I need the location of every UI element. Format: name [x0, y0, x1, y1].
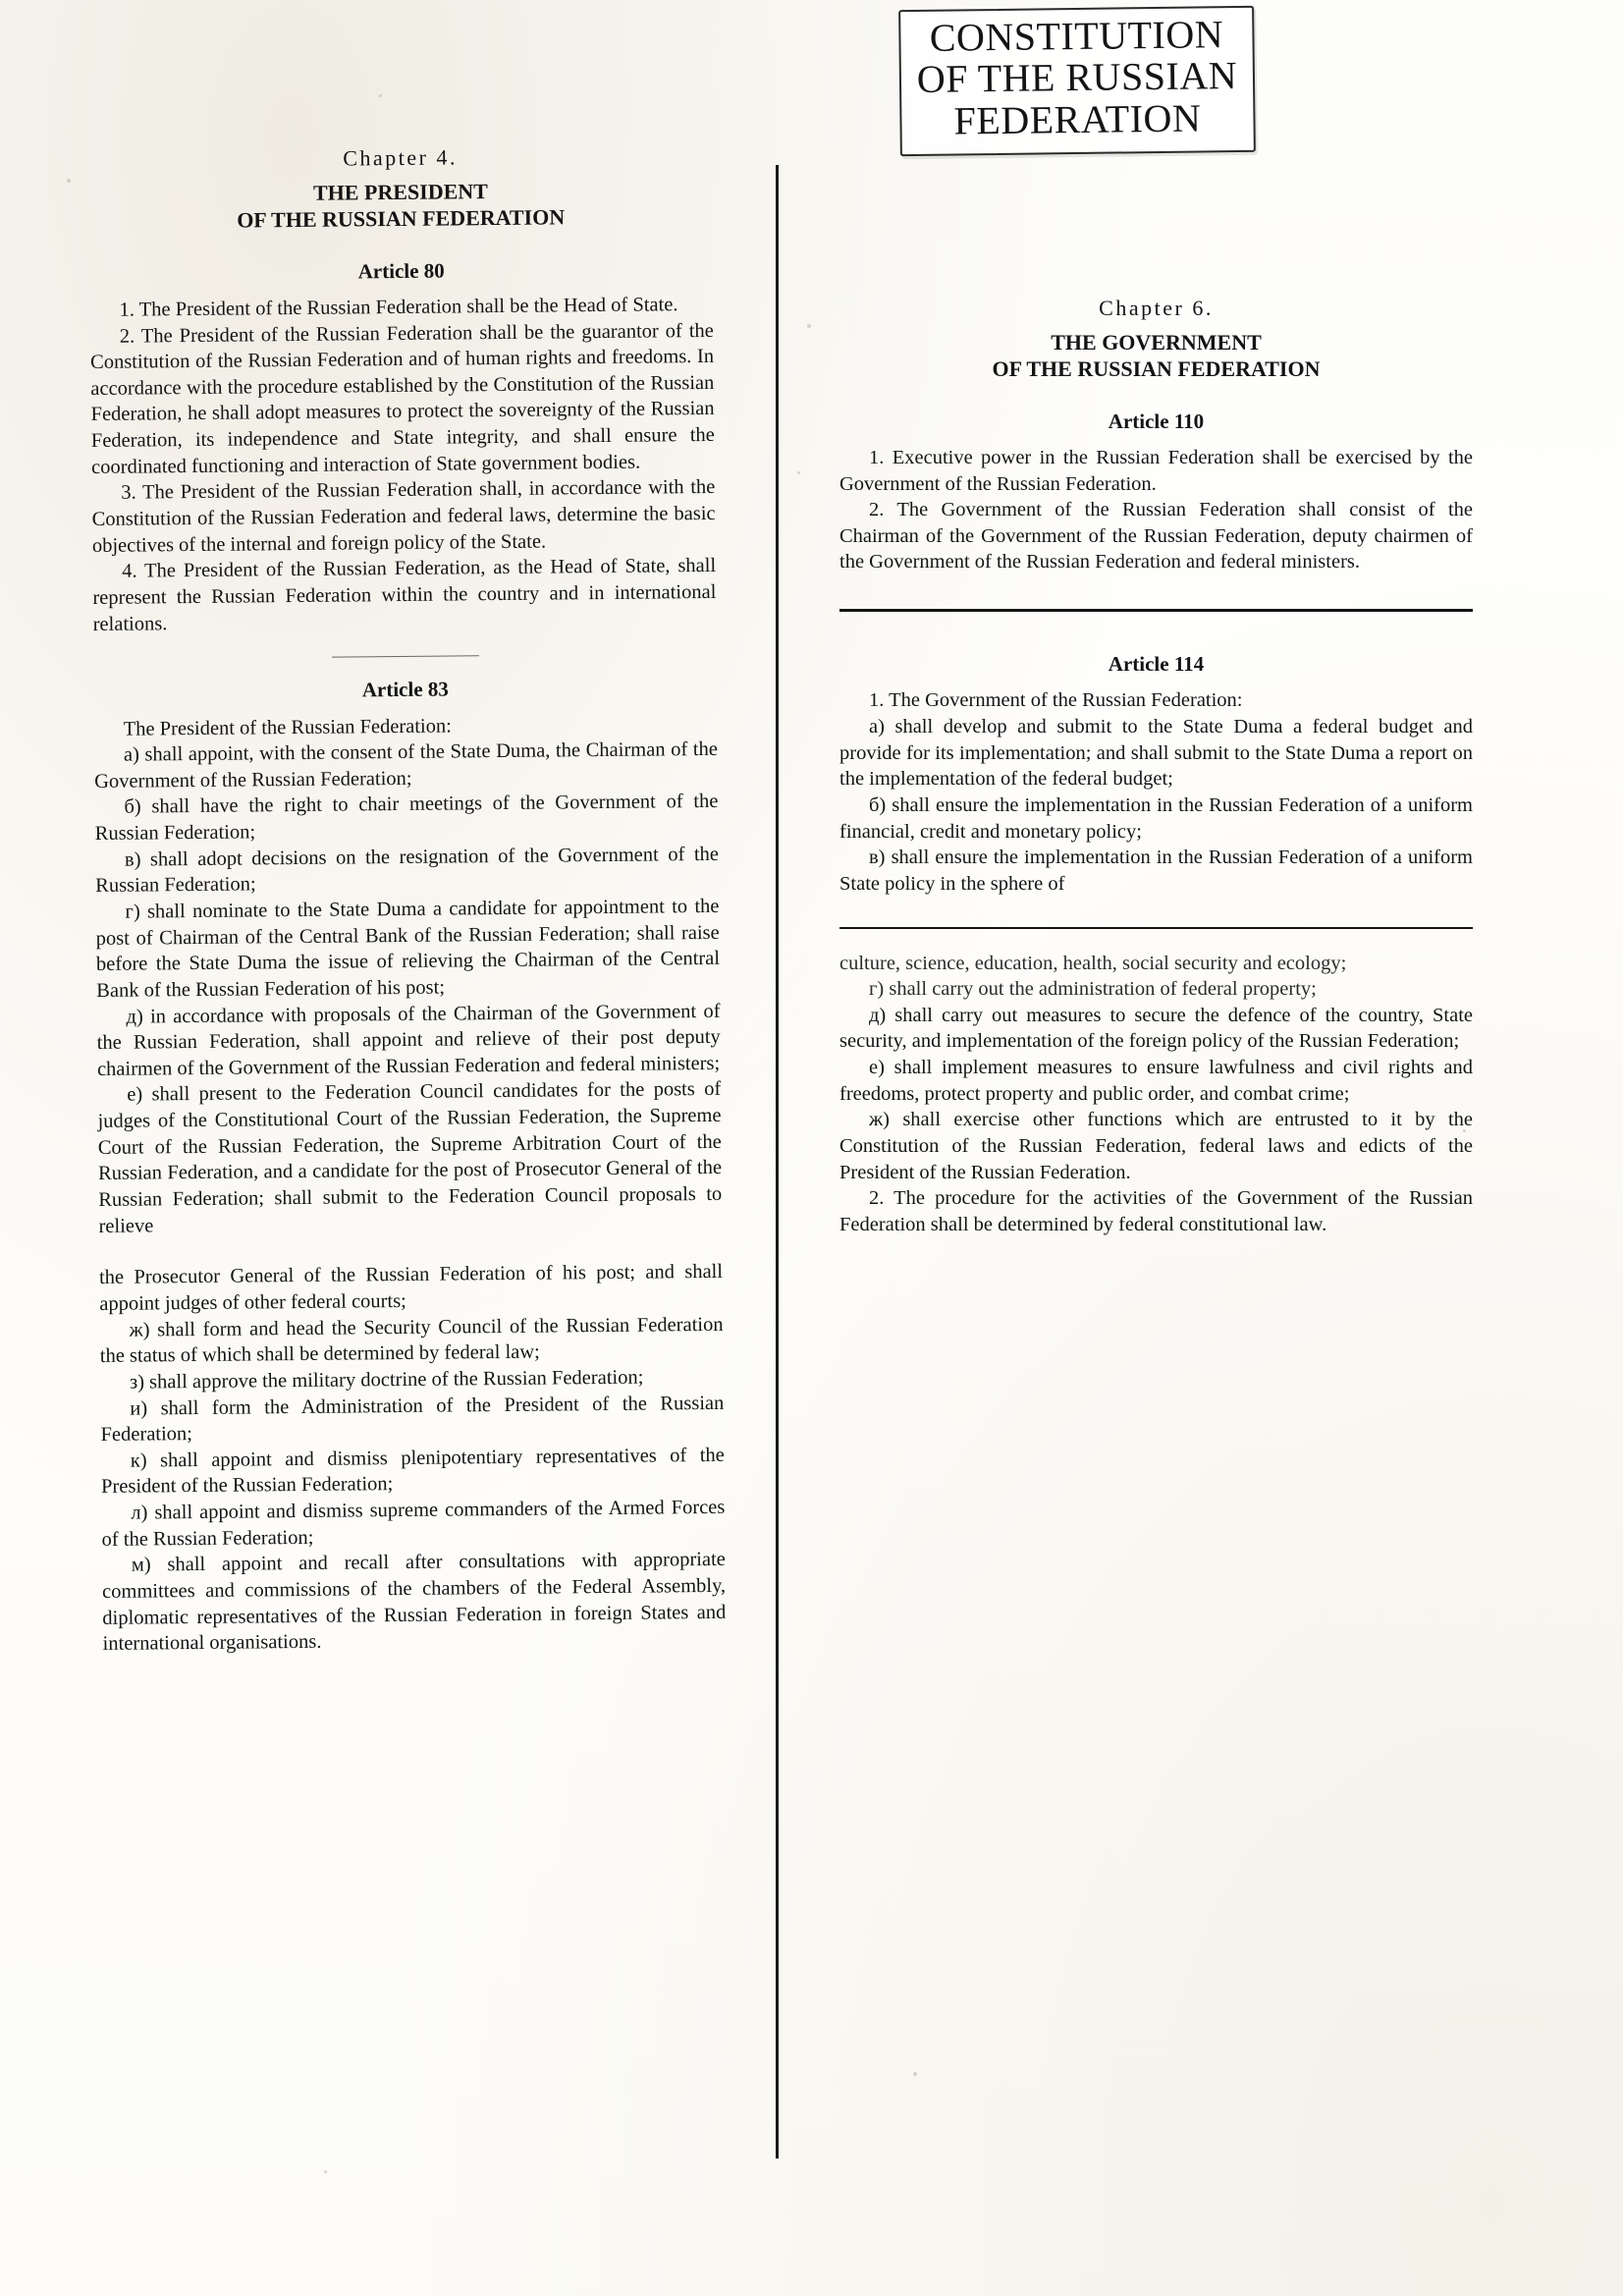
- article-80-paragraph-3: 3. The President of the Russian Federation shall, in accordance with the Constitution of the Russian Federation and federal laws, determine the basic objectives of the internal and foreign policy of the State.: [91, 476, 716, 557]
- article-114-intro: 1. The Government of the Russian Federation:: [869, 689, 1243, 712]
- heavy-section-rule: [839, 609, 1473, 612]
- masthead-line-3: FEDERATION: [953, 95, 1202, 143]
- chapter-4-title-line-1: THE PRESIDENT: [312, 178, 489, 205]
- article-83-item-e-continued: the Prosecutor General of the Russian Federation of his post; and shall appoint judges of other federal courts;: [98, 1261, 724, 1315]
- masthead-line-1: CONSTITUTION: [929, 12, 1224, 60]
- chapter-6-title: [839, 329, 1473, 383]
- scan-speck: [324, 2170, 327, 2173]
- document-masthead: [855, 5, 1299, 157]
- chapter-4-title: [88, 175, 712, 235]
- article-114-item-g: г) shall carry out the administration of federal property;: [869, 978, 1317, 1001]
- left-column: [88, 141, 727, 1658]
- chapter-6-title-line-1: THE GOVERNMENT: [1051, 329, 1262, 355]
- article-114-paragraph-2: 2. The procedure for the activities of the Government of the Russian Federation shall be determined by federal constitutional law.: [839, 1187, 1473, 1235]
- scan-speck: [379, 94, 382, 97]
- scan-speck: [67, 179, 71, 183]
- article-83-item-a: а) shall appoint, with the consent of the State Duma, the Chairman of the Government of the Russian Federation;: [94, 738, 719, 793]
- article-83-item-b: б) shall have the right to chair meetings of the Government of the Russian Federation;: [94, 791, 719, 846]
- article-83-item-g: г) shall nominate to the State Duma a candidate for appointment to the post of Chairman of the Central Bank of the Russian Federation; shall raise before the State Duma the issue of relieving the Chairman of the Central Bank of the Russian Federation of his post;: [95, 895, 721, 1002]
- article-80-paragraph-4: 4. The President of the Russian Federation, as the Head of State, shall represent the Russian Federation within the country and in international relations.: [92, 555, 717, 635]
- article-80-heading: Article 80: [357, 258, 445, 283]
- article-83-item-d: д) in accordance with proposals of the Chairman of the Government of the Russian Federation, shall appoint and relieve of their post deputy chairmen of the Government of the Russian Federation and federal ministers;: [96, 1000, 721, 1080]
- article-114-item-v-continued: culture, science, education, health, social security and ecology;: [839, 952, 1347, 974]
- article-110-paragraph-1: 1. Executive power in the Russian Federation shall be exercised by the Government of the Russian Federation.: [839, 446, 1473, 495]
- article-114-item-a: а) shall develop and submit to the State Duma a federal budget and provide for its implementation; and shall submit to the State Duma a report on the implementation of the federal budget;: [839, 716, 1473, 791]
- article-83-item-e: е) shall present to the Federation Council candidates for the posts of judges of the Constitutional Court of the Russian Federation, the Supreme Court of the Russian Federation, the Supreme Arbitration Court of the Russian Federation, and a candidate for the post of Prosecutor General of the Russian Federation; shall submit to the Federation Council proposals to relieve: [97, 1078, 723, 1237]
- article-110-paragraph-2: 2. The Government of the Russian Federation shall consist of the Chairman of the Government of the Russian Federation, deputy chairmen of the Government of the Russian Federation and federal ministers.: [839, 499, 1473, 574]
- article-83-item-zh: ж) shall form and head the Security Council of the Russian Federation the status of which shall be determined by federal law;: [99, 1313, 724, 1368]
- right-column: [839, 295, 1473, 1238]
- chapter-6-title-line-2: OF THE RUSSIAN FEDERATION: [992, 356, 1321, 382]
- masthead-box: [898, 6, 1256, 157]
- article-114-heading: Article 114: [1108, 652, 1205, 677]
- article-83-item-m: м) shall appoint and recall after consultations with appropriate committees and commissions of the chambers of the Federal Assembly, diplomatic representatives of the Russian Federation in foreign States and international organisations.: [102, 1549, 727, 1656]
- masthead-line-2: OF THE RUSSIAN: [916, 53, 1238, 102]
- scan-speck: [797, 471, 800, 474]
- article-83-item-l: л) shall appoint and dismiss supreme commanders of the Armed Forces of the Russian Federation;: [101, 1496, 726, 1551]
- article-83-heading: Article 83: [361, 677, 449, 702]
- chapter-4-number: Chapter 4.: [343, 144, 459, 171]
- scan-speck: [807, 324, 811, 328]
- article-110-heading: Article 110: [1108, 409, 1205, 433]
- article-114-item-d: д) shall carry out measures to secure the defence of the country, State security, and implementation of the foreign policy of the Russian Federation;: [839, 1004, 1473, 1053]
- chapter-4-title-line-2: OF THE RUSSIAN FEDERATION: [237, 204, 566, 233]
- article-80-paragraph-1: 1. The President of the Russian Federation shall be the Head of State.: [119, 294, 678, 321]
- page-seam-rule: [839, 927, 1473, 929]
- article-80-paragraph-2: 2. The President of the Russian Federation shall be the guarantor of the Constitution of the Russian Federation and of human rights and freedoms. In accordance with the procedure established by the Constitution of the Russian Federation, he shall adopt measures to protect the sovereignty of the Russian Federation, its independence and State integrity, and shall ensure the coordinated functioning and interaction of State government bodies.: [89, 319, 715, 478]
- article-114-item-v: в) shall ensure the implementation in the Russian Federation of a uniform State policy in the sphere of: [839, 847, 1473, 895]
- article-83-item-i: и) shall form the Administration of the President of the Russian Federation;: [100, 1392, 725, 1447]
- section-divider: [331, 655, 478, 657]
- article-83-item-z: з) shall approve the military doctrine of the Russian Federation;: [129, 1366, 644, 1394]
- article-83-item-v: в) shall adopt decisions on the resignation of the Government of the Russian Federation;: [95, 843, 720, 898]
- scan-speck: [913, 2072, 917, 2076]
- article-114-item-e: е) shall implement measures to ensure lawfulness and civil rights and freedoms, protect property and public order, and combat crime;: [839, 1057, 1473, 1105]
- article-114-item-zh: ж) shall exercise other functions which are entrusted to it by the Constitution of the Russian Federation, federal laws and edicts of the President of the Russian Federation.: [839, 1109, 1473, 1183]
- article-114-item-b: б) shall ensure the implementation in the Russian Federation of a uniform financial, credit and monetary policy;: [839, 793, 1473, 843]
- article-83-intro: The President of the Russian Federation:: [123, 714, 452, 740]
- article-83-item-k: к) shall appoint and dismiss plenipotentiary representatives of the President of the Russian Federation;: [100, 1444, 725, 1499]
- column-divider-rule: [776, 165, 779, 2159]
- chapter-6-number: Chapter 6.: [1099, 296, 1214, 320]
